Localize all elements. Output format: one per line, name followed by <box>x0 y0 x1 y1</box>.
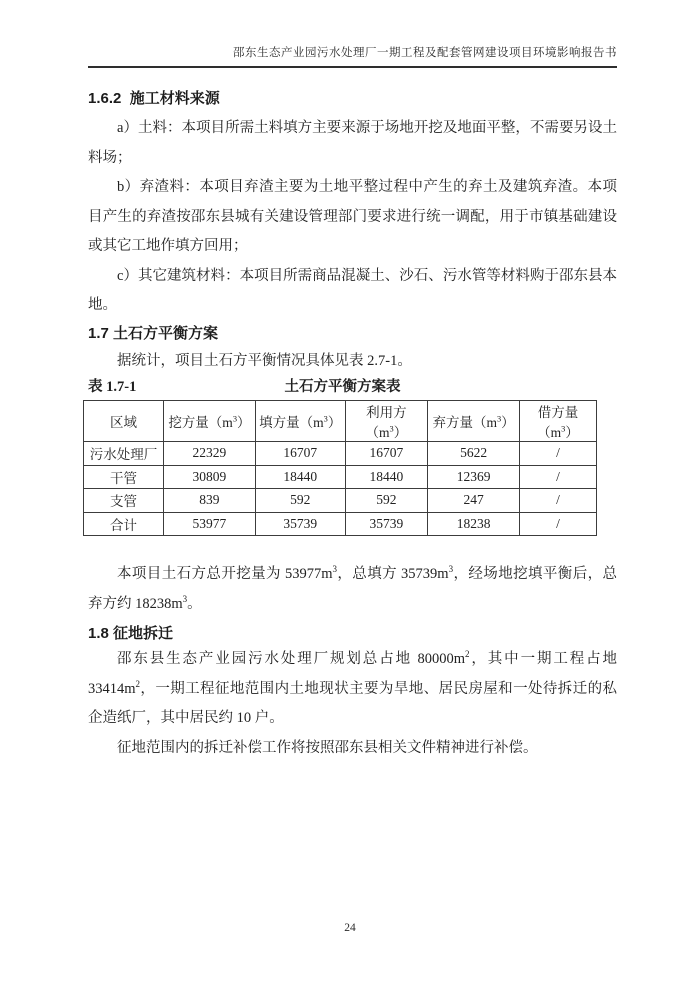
table-row <box>84 442 597 466</box>
paragraph-land-acquisition: 邵东县生态产业园污水处理厂规划总占地 $80000m^2$，其中一期工程占地 $33414m^2$，一期工程征地范围内土地现状主要为旱地、居民房屋和一处待拆迁的私企造纸厂，其中居民约 10 户。 <box>88 649 618 726</box>
table-cell: / <box>519 512 596 536</box>
table-cell: 16707 <box>255 442 345 466</box>
table-cell: 16707 <box>345 442 428 466</box>
paragraph-soil: a）土料：本项目所需土料填方主要来源于场地开挖及地面平整，不需要另设土料场； <box>88 120 617 166</box>
table-cell: / <box>519 442 596 466</box>
table-cell: / <box>519 465 596 489</box>
col-header-excavation: 挖方量$(m^3)$ <box>164 401 256 442</box>
col-header-fill: 填方量$(m^3)$ <box>255 401 345 442</box>
col-header-borrowed: 借方量$(m^3)$ <box>519 401 596 442</box>
table-header-row <box>84 401 597 442</box>
table-cell: 18238 <box>428 512 520 536</box>
heading-1-7: 1.7 土石方平衡方案 <box>88 324 219 342</box>
running-header: 邵东生态产业园污水处理厂一期工程及配套管网建设项目环境影响报告书 <box>88 46 617 68</box>
table-title: 土石方平衡方案表 <box>284 379 401 395</box>
paragraph-compensation: 征地范围内的拆迁补偿工作将按照邵东县相关文件精神进行补偿。 <box>117 739 538 756</box>
table-label: 表 1.7-1 <box>88 379 137 395</box>
col-header-discarded: 弃方量$(m^3)$ <box>428 401 520 442</box>
table-cell: 30809 <box>164 465 256 489</box>
table-cell: 5622 <box>428 442 520 466</box>
paragraph-earthwork-summary: 本项目土石方总开挖量为 $53977m^3$，总填方 $35739m^3$，经场地挖填平衡后，总弃方约 $18238m^3$。 <box>88 564 618 612</box>
col-header-region: 区域 <box>84 401 164 442</box>
table-cell: 839 <box>164 489 256 513</box>
paragraph-other-materials: c）其它建筑材料：本项目所需商品混凝土、沙石、污水管等材料购于邵东县本地。 <box>88 267 617 313</box>
table-cell: 35739 <box>255 512 345 536</box>
table-row <box>84 512 597 536</box>
table-cell: 22329 <box>164 442 256 466</box>
table-cell: 12369 <box>428 465 520 489</box>
heading-1-8: 1.8 征地拆迁 <box>88 625 174 642</box>
heading-1-6-2: 1.6.2 施工材料来源 <box>88 90 220 107</box>
table-cell: 合计 <box>84 512 164 536</box>
table-cell: 18440 <box>255 465 345 489</box>
table-cell: 592 <box>255 489 345 513</box>
page-number: 24 <box>344 922 356 934</box>
table-cell: / <box>519 489 596 513</box>
table-caption <box>88 378 617 396</box>
paragraph-spoil: b）弃渣料：本项目弃渣主要为土地平整过程中产生的弃土及建筑弃渣。本项目产生的弃渣按邵东县城有关建设管理部门要求进行统一调配，用于市镇基础建设或其它工地作填方回用； <box>88 179 617 254</box>
table-cell: 18440 <box>345 465 428 489</box>
col-header-utilized: 利用方$(m^3)$ <box>345 401 428 442</box>
table-cell: 35739 <box>345 512 428 536</box>
table-cell: 53977 <box>164 512 256 536</box>
table-cell: 592 <box>345 489 428 513</box>
table-cell: 支管 <box>84 489 164 513</box>
table-cell: 247 <box>428 489 520 513</box>
table-cell: 干管 <box>84 465 164 489</box>
paragraph-stats: 据统计，项目土石方平衡情况具体见表 2.7-1。 <box>117 352 412 369</box>
earthwork-balance-table <box>83 400 597 536</box>
table-cell: 污水处理厂 <box>84 442 164 466</box>
table-row <box>84 489 597 513</box>
table-row <box>84 465 597 489</box>
